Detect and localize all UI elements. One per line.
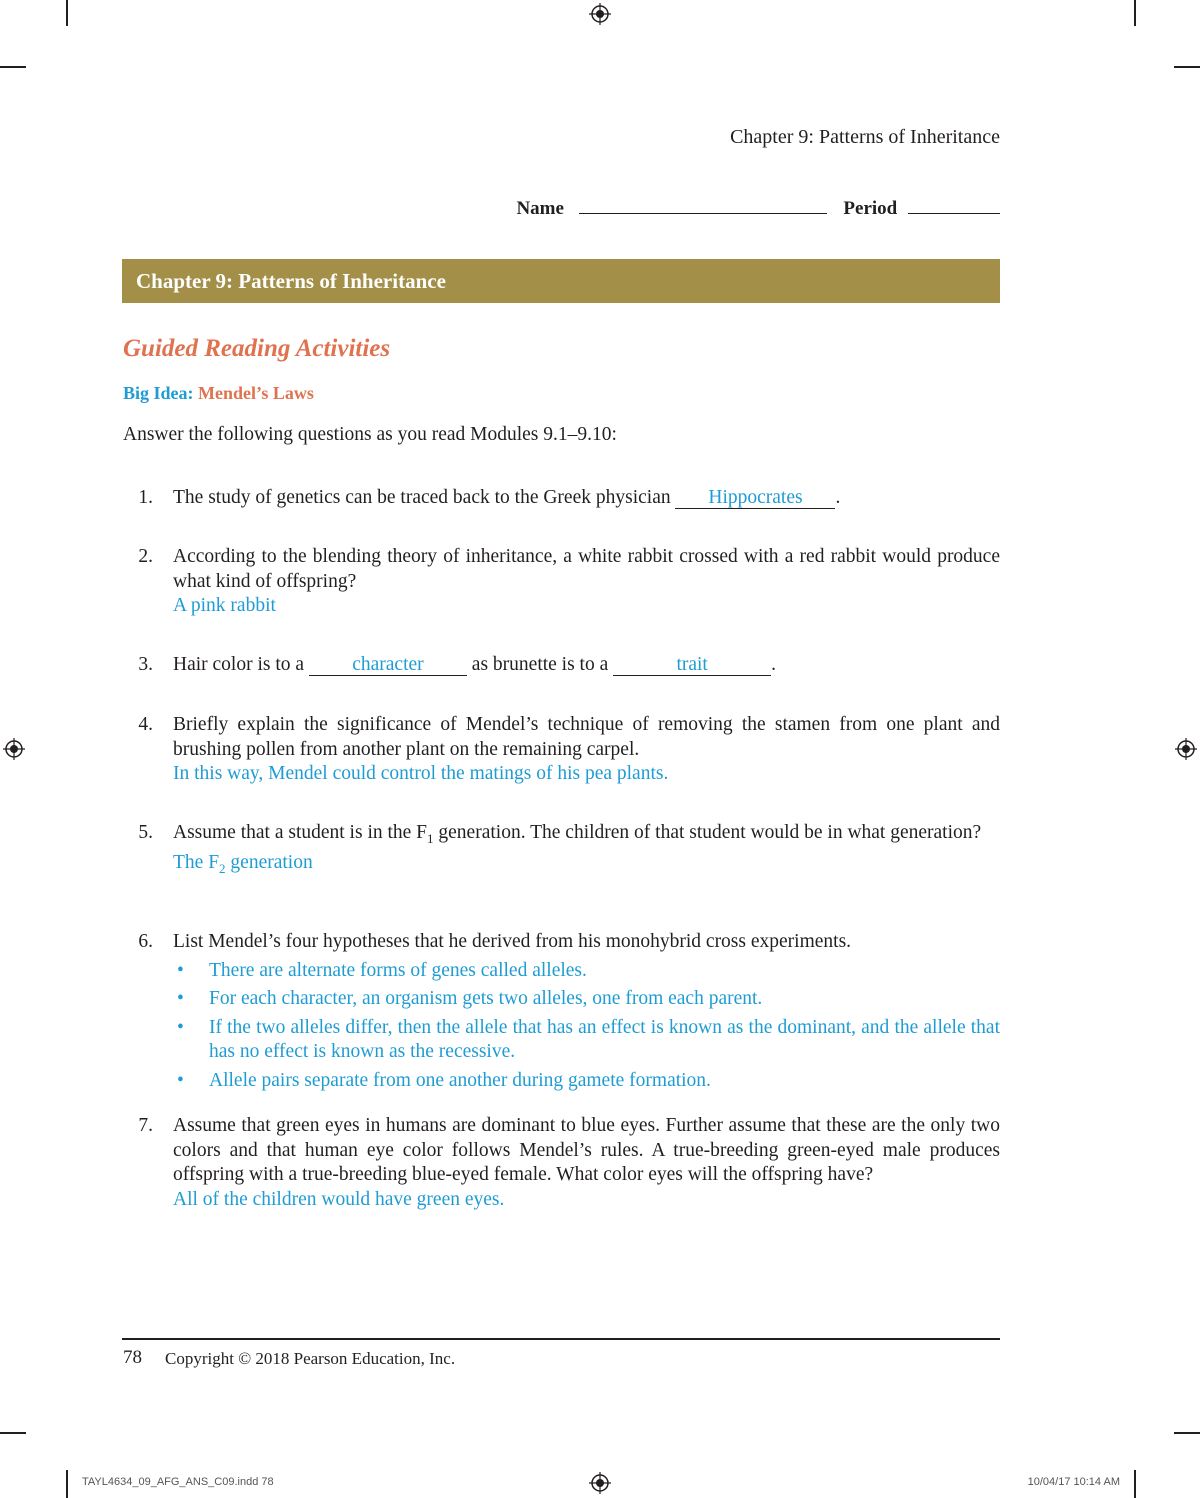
hypotheses-list [173,959,1000,1094]
answer-blank[interactable]: trait [613,655,771,676]
question-text-b: generation. The children of that student would be in what generation? [433,822,982,843]
list-item-text: Allele pairs separate from one another during gamete formation. [209,1069,711,1091]
question-number: 1. [138,487,153,508]
question-text-a: Assume that a student is in the F [173,822,428,843]
running-head: Chapter 9: Patterns of Inheritance [730,126,1000,148]
question-number: 5. [138,822,153,843]
banner-title: Chapter 9: Patterns of Inheritance [136,269,446,293]
bullet-icon: • [177,1069,184,1091]
registration-mark-icon [589,3,611,25]
list-item-text: For each character, an organism gets two alleles, one from each parent. [209,988,763,1009]
answer-blank[interactable]: character [309,655,467,676]
question-text-end: . [835,487,841,508]
answer-text [173,851,1000,881]
registration-mark-icon [589,1472,611,1494]
print-slug-date: 10/04/17 10:14 AM [1027,1476,1120,1488]
question-text: Assume that green eyes in humans are dominant to blue eyes. Further assume that these are the only two colors and that human eye color follows Mendel’s rules. A true-breeding green-eyed male produces offspring with a true-breeding blue-eyed female. What color eyes will the offspring have? [173,1115,1000,1185]
registration-mark-icon [1175,738,1197,760]
crop-mark [0,1432,26,1434]
name-label: Name [516,198,564,219]
list-item [173,959,1000,984]
name-period-row [516,198,1000,220]
question-2 [123,545,1000,620]
list-item-text: If the two alleles differ, then the allele that has an effect is known as the dominant, and the allele that has no effect is known as the recessive. [209,1016,1000,1062]
chapter-banner [122,259,1000,303]
question-text: The study of genetics can be traced back to the Greek physician [173,487,671,508]
period-field[interactable] [908,199,1000,214]
crop-mark [0,66,26,68]
question-number: 6. [138,931,153,952]
bullet-icon: • [177,1016,184,1038]
question-7 [123,1114,1000,1239]
question-text: List Mendel’s four hypotheses that he derived from his monohybrid cross experiments. [173,931,852,952]
question-number: 7. [138,1115,153,1136]
question-1 [123,486,1000,512]
list-item-text: There are alternate forms of genes called alleles. [209,959,587,981]
question-number: 3. [138,654,153,675]
list-item [173,987,1000,1012]
subscript: 1 [427,830,434,846]
question-text-end: . [771,654,777,675]
answer-text-a: The F [173,852,220,874]
instructions: Answer the following questions as you read Modules 9.1–9.10: [123,424,617,445]
answer-blank[interactable]: Hippocrates [675,488,835,509]
question-3 [123,653,1000,679]
copyright: Copyright © 2018 Pearson Education, Inc. [165,1349,456,1368]
question-text [173,821,1000,851]
question-number: 4. [138,714,153,735]
crop-mark [1134,1470,1136,1498]
question-text: Hair color is to a [173,654,305,675]
question-5 [123,821,1000,896]
question-4 [123,713,1000,788]
big-idea [123,383,314,404]
question-6 [123,930,1000,1090]
list-item [173,1016,1000,1065]
bullet-icon: • [177,959,184,981]
crop-mark [1174,66,1200,68]
question-text: Briefly explain the significance of Mendel’s technique of removing the stamen from one plant and brushing pollen from another plant on the remaining carpel. [173,714,1000,760]
subscript: 2 [219,861,226,877]
crop-mark [66,1470,68,1498]
answer-text: A pink rabbit [173,595,276,616]
list-item [173,1069,1000,1094]
big-idea-label: Big Idea: [123,383,194,403]
question-number: 2. [138,546,153,567]
section-title: Guided Reading Activities [123,335,391,362]
answer-text-b: generation [225,852,313,874]
bullet-icon: • [177,988,184,1009]
crop-mark [66,0,68,26]
print-slug-file: TAYL4634_09_AFG_ANS_C09.indd 78 [82,1476,274,1488]
big-idea-value: Mendel’s Laws [198,383,314,403]
page-number: 78 [123,1347,142,1368]
footer-rule [122,1338,1000,1340]
answer-text: In this way, Mendel could control the matings of his pea plants. [173,763,669,784]
answer-text: All of the children would have green eyes. [173,1188,505,1210]
name-field[interactable] [579,199,827,214]
crop-mark [1134,0,1136,26]
question-text: as brunette is to a [471,654,609,675]
question-text: According to the blending theory of inheritance, a white rabbit crossed with a red rabbit would produce what kind of offspring? [173,546,1000,592]
period-label: Period [843,198,898,219]
registration-mark-icon [3,738,25,760]
crop-mark [1174,1432,1200,1434]
